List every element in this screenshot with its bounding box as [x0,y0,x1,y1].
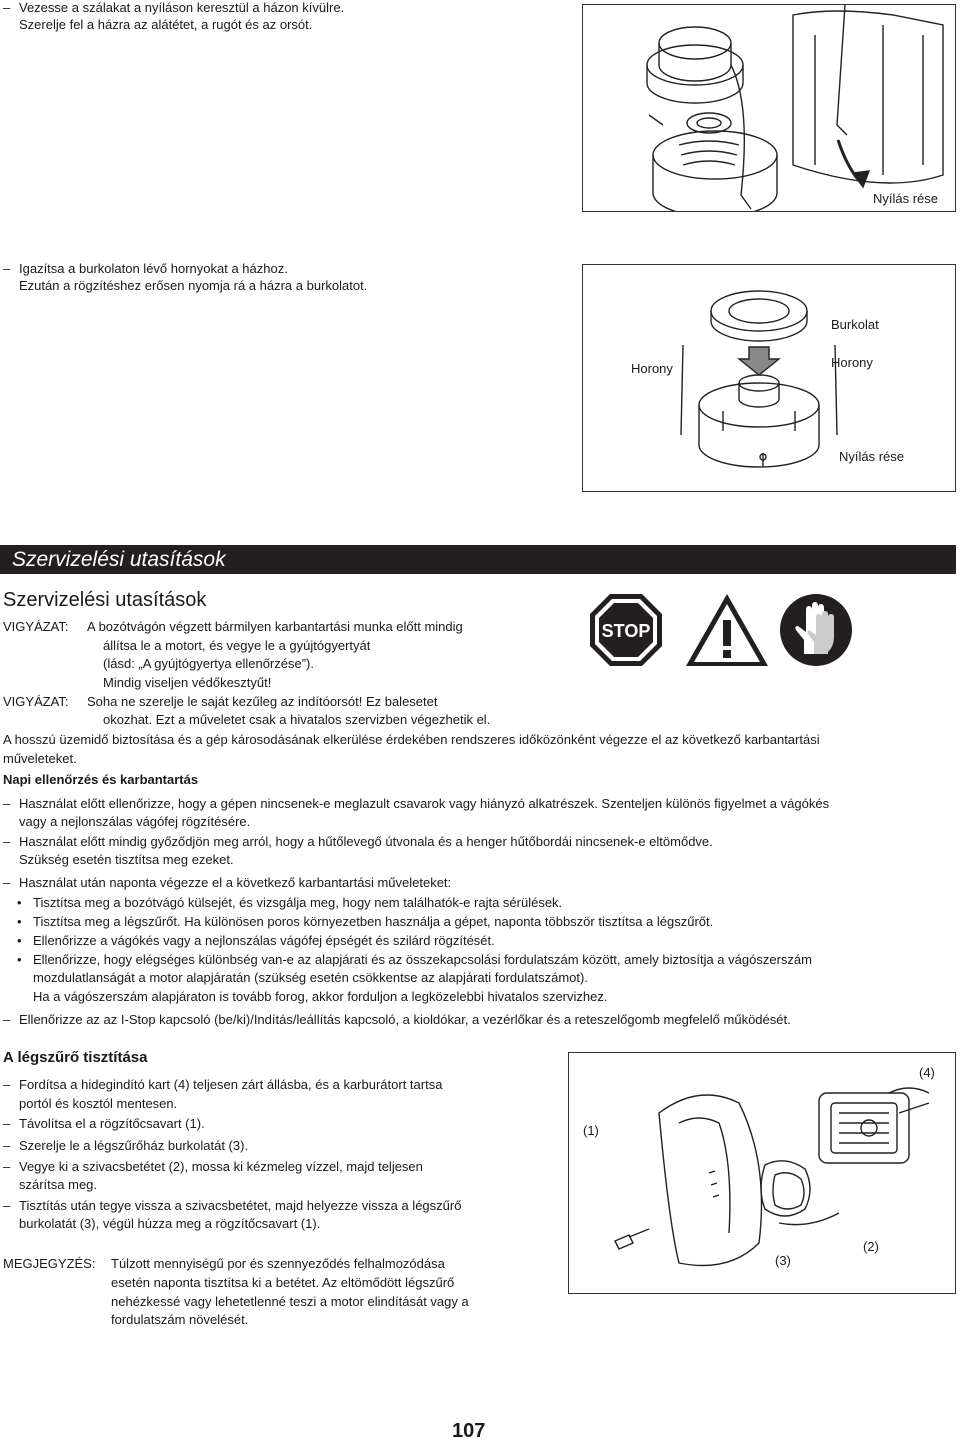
daily-heading: Napi ellenőrzés és karbantartás [3,772,199,787]
list-item: Használat előtt ellenőrizze, hogy a gépen nincsenek-e meglazult csavarok vagy hiányzó alkatrészek. Szenteljen különös figyelmet a vágókés [19,796,830,811]
intro-line: műveleteket. [3,751,77,766]
gloves-icon [778,592,854,668]
list-item: Használat előtt mindig győződjön meg arról, hogy a hűtőlevegő útvonala és a henger hűtőbordái nincsenek-e eltömődve. [19,834,713,849]
page-heading: Szervizelési utasítások [3,589,207,611]
intro-line: A hosszú üzemidő biztosítása és a gép károsodásának elkerülése érdekében rendszeres időközönként végezze el az következő karbantartási [3,732,820,747]
caution-label: VIGYÁZAT: [3,694,69,709]
bullet: • [17,952,22,967]
step-line: Tisztítás után tegye vissza a szivacsbetétet, majd helyezze vissza a légszűrő [19,1198,462,1213]
caution-line: okozhat. Ezt a műveletet csak a hivatalos szervizben végezhetik el. [103,712,491,727]
part-label: (3) [775,1253,791,1268]
bullet: • [17,895,22,910]
dash: – [3,834,11,849]
note-line: fordulatszám növelését. [111,1312,249,1327]
note-label: MEGJEGYZÉS: [3,1256,96,1271]
air-filter-heading: A légszűrő tisztítása [3,1049,148,1066]
instruction-line: Ezután a rögzítéshez erősen nyomja rá a házra a burkolatot. [19,278,368,293]
step-line: szárítsa meg. [19,1177,98,1192]
bullet: • [17,914,22,929]
dash: – [3,796,11,811]
air-filter-illustration [569,1053,955,1293]
sub-item: Ellenőrizze, hogy elégséges különbség van-e az alapjárati és az összekapcsolási fordulatszám között, amely biztosítja a vágószerszám [33,952,812,967]
page-number: 107 [452,1420,486,1442]
caution-line: Mindig viseljen védőkesztyűt! [103,675,272,690]
groove-label-left: Horony [631,361,673,376]
step-line: portól és kosztól mentesen. [19,1096,178,1111]
spool-assembly-illustration [583,5,955,211]
part-label: (4) [919,1065,935,1080]
caution-line: Soha ne szerelje le saját kezűleg az indítóorsót! Ez balesetet [87,694,438,709]
dash: – [3,1138,11,1153]
caution-line: (lásd: „A gyújtógyertya ellenőrzése”). [103,656,314,671]
sub-item: mozdulatlanságát a motor alapjáratán (szükség esetén csökkentse az alapjárati fordulatszámot). [33,970,588,985]
slot-label: Nyílás rése [839,449,905,464]
dash: – [3,1077,11,1092]
dash: – [3,261,11,276]
step-line: Vegye ki a szivacsbetétet (2), mossa ki kézmeleg vízzel, majd teljesen [19,1159,423,1174]
instruction-line: Vezesse a szálakat a nyíláson keresztül a házon kívülre. [19,0,345,15]
warning-triangle-icon [684,592,770,668]
list-item: Ellenőrizze az az I-Stop kapcsoló (be/ki)/Indítás/leállítás kapcsoló, a kioldókar, a vezérlőkar és a reteszelőgomb megfelelő működését. [19,1012,791,1027]
note-line: Túlzott mennyiségű por és szennyeződés felhalmozódása [111,1256,445,1271]
groove-label-right: Horony [831,355,873,370]
caution-line: állítsa le a motort, és vegye le a gyújtógyertyát [103,638,371,653]
sub-item: Tisztítsa meg a légszűrőt. Ha különösen poros környezetben használja a gépet, naponta többször tisztítsa a légszűrőt. [33,914,714,929]
banner-title: Szervizelési utasítások [12,548,226,571]
bullet: • [17,933,22,948]
sub-item: Ha a vágószerszám alapjáraton is tovább forog, akkor forduljon a legközelebbi hivatalos szervizhez. [33,989,608,1004]
step-line: Szerelje le a légszűrőház burkolatát (3). [19,1138,249,1153]
stop-text: STOP [601,621,651,641]
caution-label: VIGYÁZAT: [3,619,69,634]
step-line: Fordítsa a hidegindító kart (4) teljesen zárt állásba, és a karburátort tartsa [19,1077,443,1092]
list-item: vagy a nejlonszálas vágófej rögzítésére. [19,814,251,829]
cover-label: Burkolat [831,317,879,332]
section-banner [0,545,956,574]
dash: – [3,1159,11,1174]
part-label: (2) [863,1239,879,1254]
sub-item: Ellenőrizze a vágókés vagy a nejlonszálas vágófej épségét és szilárd rögzítését. [33,933,495,948]
dash: – [3,1198,11,1213]
instruction-line: Igazítsa a burkolaton lévő hornyokat a házhoz. [19,261,288,276]
figure-air-filter [568,1052,956,1294]
part-label: (1) [583,1123,599,1138]
figure-cover-assembly [582,264,956,492]
sub-item: Tisztítsa meg a bozótvágó külsejét, és vizsgálja meg, hogy nem találhatók-e rajta sérülések. [33,895,563,910]
note-line: nehézkessé vagy lehetetlenné teszi a motor elindítását vagy a [111,1294,469,1309]
figure-spool-assembly [582,4,956,212]
slot-label: Nyílás rése [873,191,939,206]
note-line: esetén naponta tisztítsa ki a betétet. Az eltömődött légszűrő [111,1275,455,1290]
caution-line: A bozótvágón végzett bármilyen karbantartási munka előtt mindig [87,619,463,634]
instruction-line: Szerelje fel a házra az alátétet, a rugót és az orsót. [19,17,313,32]
step-line: Távolítsa el a rögzítőcsavart (1). [19,1116,205,1131]
list-item: Használat után naponta végezze el a következő karbantartási műveleteket: [19,875,452,890]
step-line: burkolatát (3), végül húzza meg a rögzítőcsavart (1). [19,1216,321,1231]
dash: – [3,875,11,890]
dash: – [3,1012,11,1027]
dash: – [3,1116,11,1131]
list-item: Szükség esetén tisztítsa meg ezeket. [19,852,234,867]
stop-sign-icon [588,592,664,668]
dash: – [3,0,11,15]
